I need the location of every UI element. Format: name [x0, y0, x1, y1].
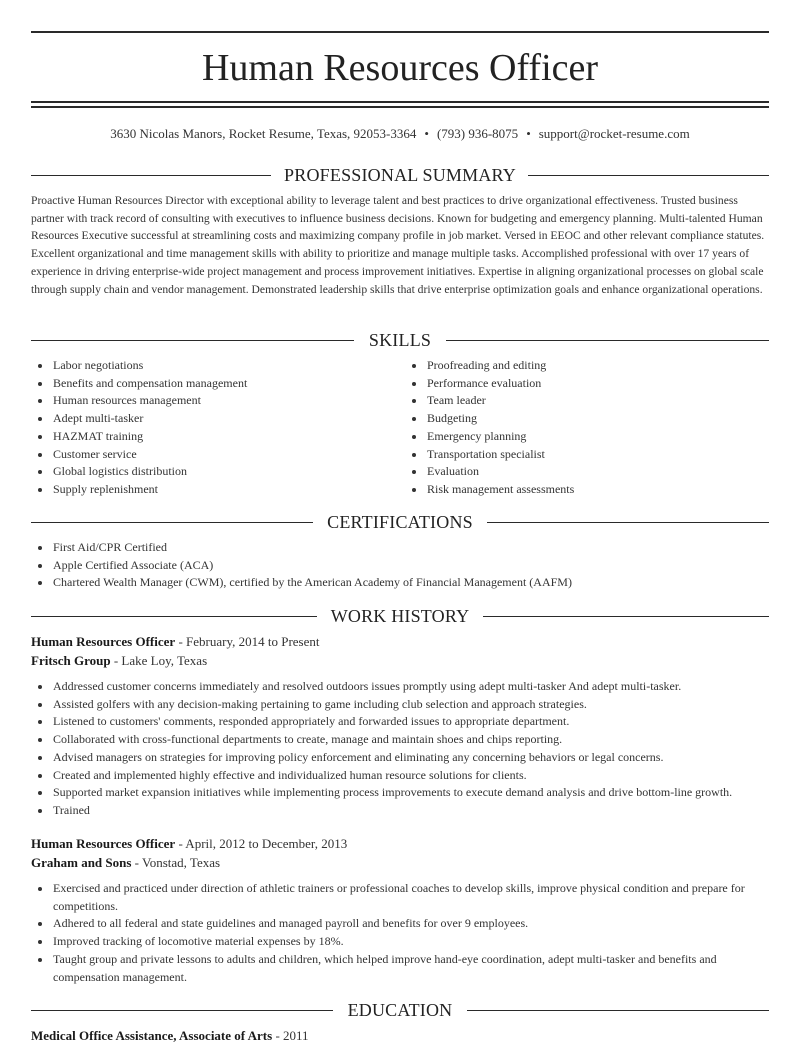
certifications-section-header — [31, 511, 769, 533]
job-bullet: Listened to customers' comments, responded appropriately and forwarded issues to appropriate department. — [31, 713, 769, 731]
job-bullet: Collaborated with cross-functional departments to create, manage and maintain shoes and chips reporting. — [31, 731, 769, 749]
job-bullet: Supported market expansion initiatives while implementing process improvements to execute demand analysis and drive bottom-line growth. — [31, 784, 769, 802]
certifications-heading: CERTIFICATIONS — [327, 512, 473, 532]
skill-item: Adept multi-tasker — [31, 410, 401, 428]
work-history-heading: WORK HISTORY — [330, 606, 470, 626]
section-rule-right — [467, 1010, 769, 1011]
job-bullet: Assisted golfers with any decision-making pertaining to game including club selection and approach strategies. — [31, 696, 769, 714]
job-bullet: Exercised and practiced under direction of athletic trainers or professional coaches to develop skills, improve physical condition and prepare for competitions. — [31, 880, 769, 915]
certifications-list — [31, 539, 769, 592]
contact-separator: • — [526, 126, 531, 141]
top-divider — [31, 31, 769, 33]
job-dates: - April, 2012 to December, 2013 — [175, 836, 348, 851]
resume-title: Human Resources Officer — [201, 47, 599, 89]
skill-item: Performance evaluation — [405, 375, 769, 393]
education-year: - 2011 — [272, 1028, 309, 1043]
education-degree — [31, 1028, 272, 1043]
section-rule-right — [446, 340, 769, 341]
job-title: Human Resources Officer — [31, 836, 176, 851]
job-location: - Vonstad, Texas — [131, 855, 221, 870]
contact-info — [31, 125, 769, 143]
contact-phone: (793) 936-8075 — [436, 126, 519, 141]
skill-item: Budgeting — [405, 410, 769, 428]
section-rule-right — [483, 616, 769, 617]
section-rule-right — [528, 175, 769, 176]
job-company: Fritsch Group — [31, 653, 111, 668]
skill-item: Customer service — [31, 446, 401, 464]
contact-address: 3630 Nicolas Manors, Rocket Resume, Texas, 92053-3364 — [110, 126, 417, 141]
job-title-line — [31, 633, 769, 651]
skill-item: Human resources management — [31, 392, 401, 410]
job-bullet: Addressed customer concerns immediately and resolved outdoors issues promptly using adept multi-tasker And adept multi-tasker. — [31, 678, 769, 696]
job-bullet: Improved tracking of locomotive material expenses by 18%. — [31, 933, 769, 951]
contact-separator: • — [424, 126, 429, 141]
education-heading: EDUCATION — [347, 1000, 453, 1020]
job-bullet: Adhered to all federal and state guidelines and managed payroll and benefits for over 9 employees. — [31, 915, 769, 933]
job-location: - Lake Loy, Texas — [110, 653, 208, 668]
summary-heading: PROFESSIONAL SUMMARY — [284, 165, 516, 185]
skill-item: Supply replenishment — [31, 481, 401, 499]
job-bullet: Advised managers on strategies for improving policy enforcement and eliminating any concerning behaviors or legal concerns. — [31, 749, 769, 767]
work-history-section-header — [31, 605, 769, 627]
job-title: Human Resources Officer — [31, 634, 176, 649]
skill-item: Benefits and compensation management — [31, 375, 401, 393]
skill-item: Transportation specialist — [405, 446, 769, 464]
job-bullet: Trained — [31, 802, 769, 820]
job-dates: - February, 2014 to Present — [175, 634, 320, 649]
education-entry — [31, 1027, 769, 1045]
skill-item: HAZMAT training — [31, 428, 401, 446]
job-company-line — [31, 854, 769, 872]
skill-item: Emergency planning — [405, 428, 769, 446]
title-divider-thin — [31, 106, 769, 108]
skill-item: Global logistics distribution — [31, 463, 401, 481]
job-title-line — [31, 835, 769, 853]
skill-item: Evaluation — [405, 463, 769, 481]
skill-item: Proofreading and editing — [405, 357, 769, 375]
job-bullets — [31, 880, 769, 986]
education-degree-separator: , — [173, 1028, 180, 1043]
job-bullet: Taught group and private lessons to adults and children, which helped improve hand-eye coordination, adept multi-tasker and benefits and compensation management. — [31, 951, 769, 986]
certification-item: Chartered Wealth Manager (CWM), certified by the American Academy of Financial Management (AAFM) — [31, 574, 769, 592]
job-bullet: Created and implemented highly effective and individualized human resource solutions for clients. — [31, 767, 769, 785]
job-company: Graham and Sons — [31, 855, 132, 870]
skills-list-left — [31, 357, 401, 499]
summary-section-header — [31, 164, 769, 186]
skills-list-right — [405, 357, 769, 499]
skills-section-header — [31, 329, 769, 351]
summary-text: Proactive Human Resources Director with exceptional ability to leverage talent and best practices to drive organizational effectiveness. Trusted business partner with track record of consulting with executives to influence business decisions. Known for budgeting and emergency planning. Multi-talented Human Resources Executive successful at streamlining costs and maximizing company profile in job market. Versed in EEOC and other relevant compliance statutes. Excellent organizational and time management skills with ability to prioritize and manage multiple tasks. Accomplished professional with over 17 years of experience in driving enterprise-wide project management and process improvement initiatives. Expertise in aligning organizational processes on global scale through supply chain and vendor management. Demonstrated leadership skills that drive enterprise optimization goals and enhance organizational operations. — [31, 194, 765, 296]
skills-heading: SKILLS — [368, 330, 432, 350]
certification-item: First Aid/CPR Certified — [31, 539, 769, 557]
certification-item: Apple Certified Associate (ACA) — [31, 557, 769, 575]
education-degree-title: Medical Office Assistance — [31, 1028, 174, 1043]
contact-email: support@rocket-resume.com — [538, 126, 690, 141]
skill-item: Team leader — [405, 392, 769, 410]
title-divider-thick — [31, 101, 769, 103]
job-bullets — [31, 678, 769, 820]
job-company-line — [31, 652, 769, 670]
skill-item: Risk management assessments — [405, 481, 769, 499]
education-section-header — [31, 999, 769, 1021]
section-rule-right — [487, 522, 769, 523]
education-degree-type: Associate of Arts — [179, 1028, 273, 1043]
skill-item: Labor negotiations — [31, 357, 401, 375]
